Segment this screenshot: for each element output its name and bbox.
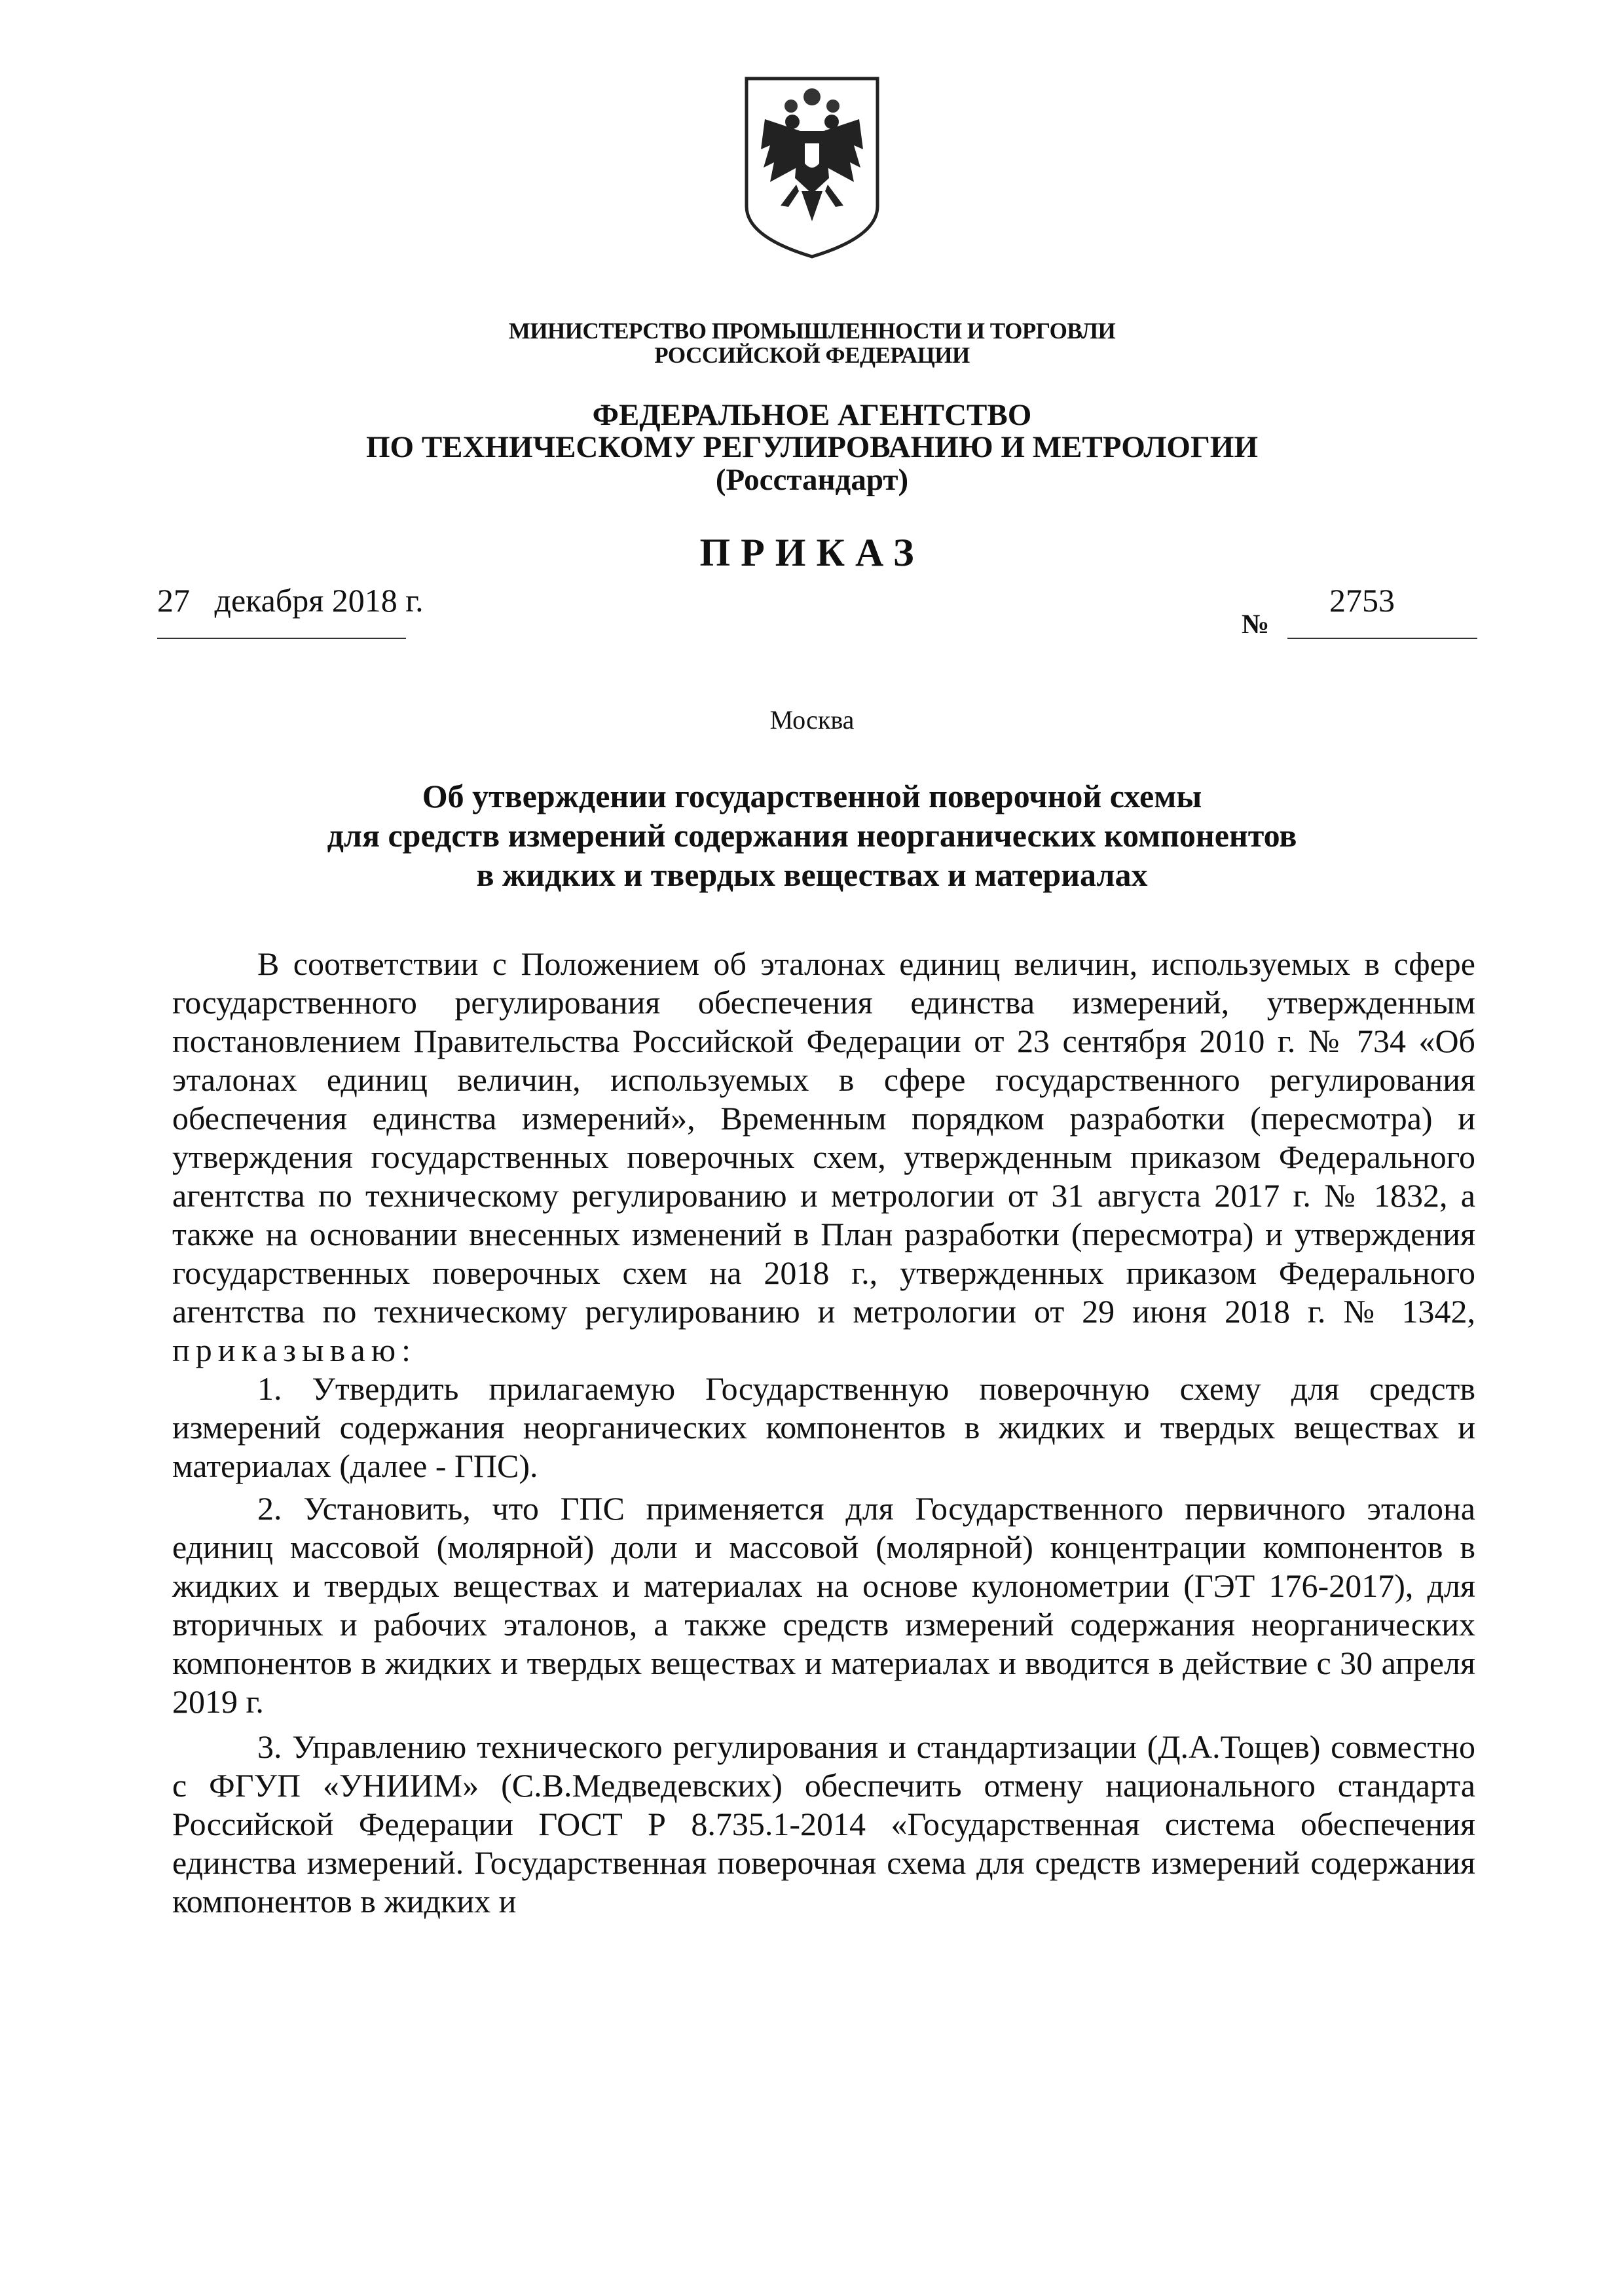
preamble-text: В соответствии с Положением об эталонах единиц величин, используемых в сфере государственного регулирования обеспечения единства измерений, утвержденным постановлением Правительства Российской Федерации от 23 сентября 2010 г. № 734 «Об эталонах единиц величин, используемых в сфере государственного регулирования обеспечения единства измерений», Временным порядком разработки (пересмотра) и утверждения государственных поверочных схем, утвержденным приказом Федерального агентства по техническому регулированию и метрологии от 31 августа 2017 г. № 1832, а также на основании внесенных изменений в План разработки (пересмотра) и утверждения государственных поверочных схем на 2018 г., утвержденных приказом Федерального агентства по техническому регулированию и метрологии от 29 июня 2018 г. № 1342, [172, 945, 1475, 1330]
order-title [0, 776, 1624, 894]
russian-coat-of-arms-icon [733, 65, 891, 262]
document-type-title: ПРИКАЗ [699, 531, 925, 574]
agency-short-name: (Росстандарт) [715, 462, 909, 497]
order-item-1: 1. Утвердить прилагаемую Государственную поверочную схему для средств измерений содержания неорганических компонентов в жидких и твердых веществах и материалах (далее - ГПС). [172, 1370, 1475, 1484]
order-number: 2753 [1329, 582, 1395, 619]
agency-header [0, 399, 1624, 496]
ministry-line: РОССИЙСКОЙ ФЕДЕРАЦИИ [654, 342, 970, 368]
order-date-month-year: декабря 2018 г. [214, 582, 424, 619]
order-item-2: 2. Установить, что ГПС применяется для Государственного первичного эталона единиц массовой (молярной) доли и массовой (молярной) концентрации компонентов в жидких и твердых веществах и материалах на основе кулонометрии (ГЭТ 176-2017), для вторичных и рабочих эталонов, а также средств измерений содержания неорганических компонентов в жидких и твердых веществах и материалах и вводится в действие с 30 апреля 2019 г. [172, 1490, 1475, 1720]
date-underline [157, 638, 406, 639]
ministry-line: МИНИСТЕРСТВО ПРОМЫШЛЕННОСТИ И ТОРГОВЛИ [508, 318, 1116, 344]
order-title-line: для средств измерений содержания неорганических компонентов [327, 817, 1297, 854]
city: Москва [769, 705, 855, 735]
order-date [157, 581, 424, 619]
number-underline [1287, 638, 1477, 639]
agency-line: ФЕДЕРАЛЬНОЕ АГЕНТСТВО [592, 398, 1032, 432]
order-title-line: Об утверждении государственной поверочной схемы [422, 778, 1202, 814]
ministry-header [0, 319, 1624, 368]
order-word: приказываю: [172, 1332, 416, 1368]
order-number-sign: № [1242, 610, 1270, 640]
order-item-3: 3. Управлению технического регулирования и стандартизации (Д.А.Тощев) совместно с ФГУП «УНИИМ» (С.В.Медведевских) обеспечить отмену национального стандарта Российской Федерации ГОСТ Р 8.735.1-2014 «Государственная система обеспечения единства измерений. Государственная поверочная схема для средств измерений содержания компонентов в жидких и [172, 1728, 1475, 1920]
order-date-day: 27 [157, 582, 190, 619]
order-title-line: в жидких и твердых веществах и материалах [476, 856, 1148, 893]
agency-line: ПО ТЕХНИЧЕСКОМУ РЕГУЛИРОВАНИЮ И МЕТРОЛОГИИ [365, 430, 1259, 465]
order-body [172, 945, 1475, 1921]
preamble-paragraph [172, 945, 1475, 1370]
